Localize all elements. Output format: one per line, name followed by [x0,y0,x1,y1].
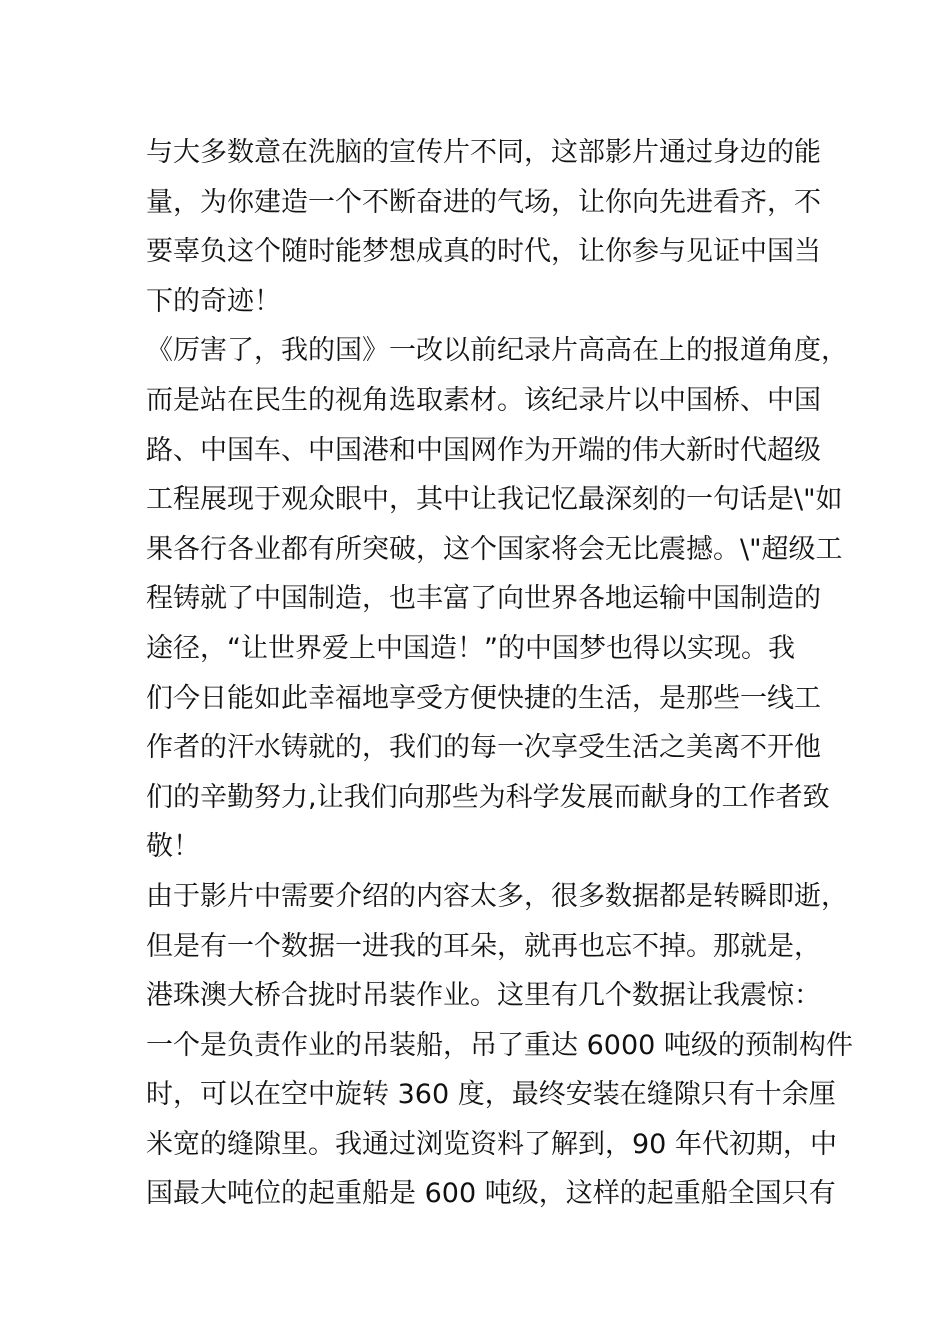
text-line: 程铸就了中国制造，也丰富了向世界各地运输中国制造的 [146,583,821,615]
text-line: 路、中国车、中国港和中国网作为开端的伟大新时代超级 [146,434,821,466]
text-line: 与大多数意在洗脑的宣传片不同，这部影片通过身边的能 [146,137,821,168]
text-line: 下的奇迹！ [146,285,281,317]
text-line: 港珠澳大桥合拢时吊装作业。这里有几个数据让我震惊： [146,980,821,1012]
text-line: 米宽的缝隙里。我通过浏览资料了解到，90 年代初期，中 [146,1128,837,1160]
text-line: 《厉害了，我的国》一改以前纪录片高高在上的报道角度， [146,335,848,367]
text-line: 果各行各业都有所突破，这个国家将会无比震撼。\"超级工 [146,533,843,565]
text-line: 作者的汗水铸就的，我们的每一次享受生活之美离不开他 [146,732,821,764]
text-line: 敬！ [146,831,200,863]
text-line: 工程展现于观众眼中，其中让我记忆最深刻的一句话是\"如 [146,484,843,516]
text-line: 而是站在民生的视角选取素材。该纪录片以中国桥、中国 [146,384,821,416]
text-line: 们今日能如此幸福地享受方便快捷的生活，是那些一线工 [146,682,821,714]
text-line: 由于影片中需要介绍的内容太多，很多数据都是转瞬即逝， [146,880,848,912]
text-line: 们的辛勤努力,让我们向那些为科学发展而献身的工作者致 [146,781,830,813]
body-text [146,128,853,1219]
text-line: 一个是负责作业的吊装船，吊了重达 6000 吨级的预制构件 [146,1029,853,1061]
text-line: 但是有一个数据一进我的耳朵，就再也忘不掉。那就是， [146,930,821,962]
text-line: 途径，“让世界爱上中国造！”的中国梦也得以实现。我 [146,632,795,664]
text-line: 国最大吨位的起重船是 600 吨级，这样的起重船全国只有 [146,1178,836,1210]
text-line: 量，为你建造一个不断奋进的气场，让你向先进看齐，不 [146,186,821,218]
text-line: 要辜负这个随时能梦想成真的时代，让你参与见证中国当 [146,236,821,268]
text-line: 时，可以在空中旋转 360 度，最终安装在缝隙只有十余厘 [146,1079,836,1111]
